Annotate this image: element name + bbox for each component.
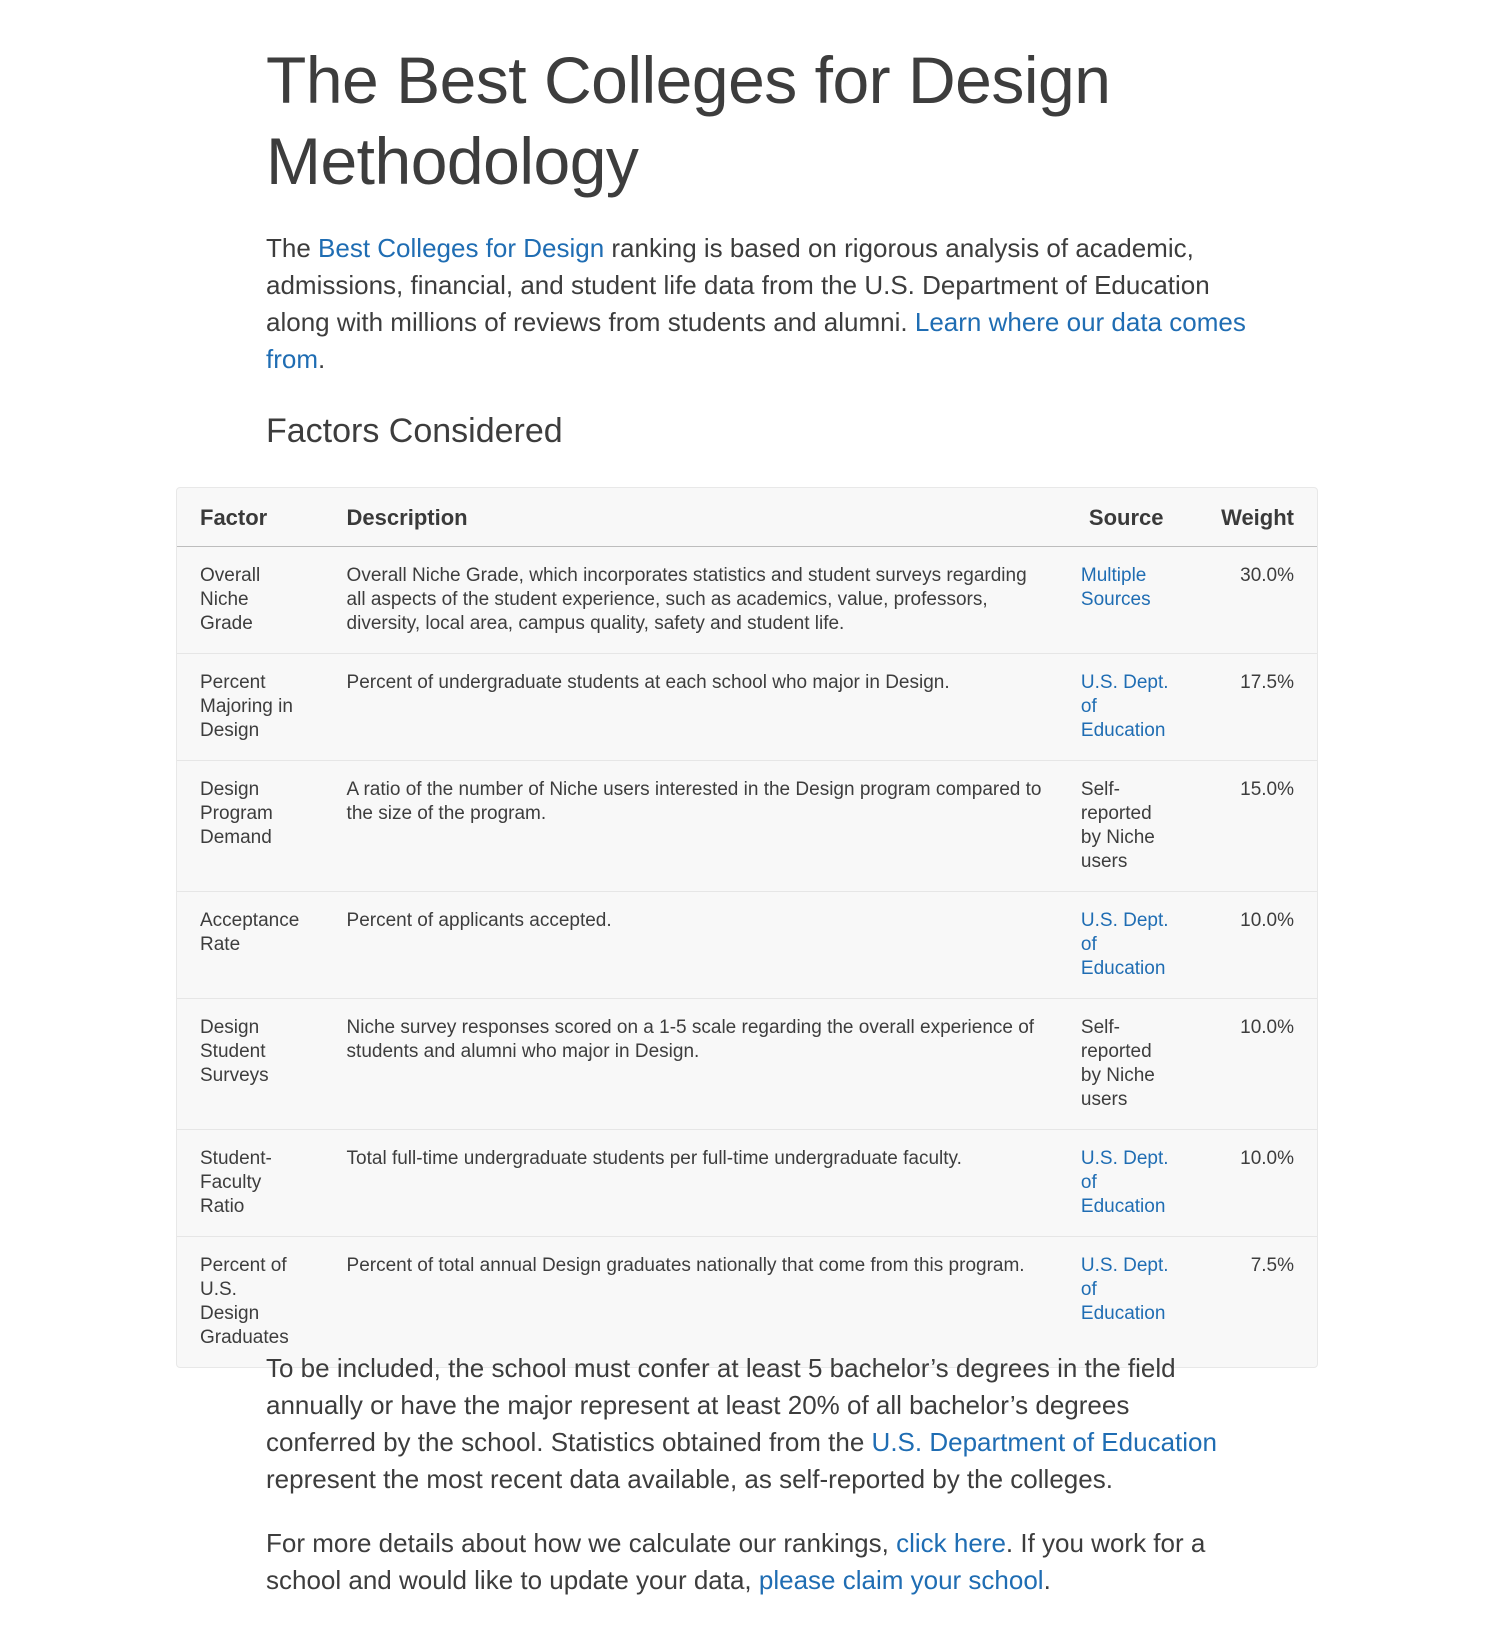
claim-school-link[interactable]: please claim your school	[758, 1565, 1044, 1595]
source-cell	[1066, 547, 1197, 654]
source-cell	[1066, 1130, 1197, 1237]
factors-table-container	[176, 487, 1318, 1368]
weight-cell: 15.0%	[1197, 761, 1317, 892]
description-cell: Total full-time undergraduate students per full-time undergraduate faculty.	[324, 1130, 1066, 1237]
table-row	[177, 654, 1317, 761]
factor-cell: Percent of U.S. Design Graduates	[200, 1255, 289, 1348]
factor-column-header: Factor	[177, 488, 324, 547]
factor-cell: Percent Majoring in Design	[177, 654, 324, 761]
table-row	[177, 547, 1317, 654]
factors-table	[177, 488, 1317, 1367]
main-content	[266, 40, 1246, 452]
table-row	[177, 761, 1317, 892]
source-link[interactable]: U.S. Dept. of Education	[1080, 1148, 1169, 1217]
description-cell: Percent of undergraduate students at each school who major in Design.	[324, 654, 1066, 761]
weight-cell: 10.0%	[1197, 999, 1317, 1130]
intro-text-2: ranking is based on rigorous analysis of academic, admissions, financial, and student life data from the U.S. Department of Education along with millions of reviews from students and alumni.	[266, 233, 1210, 337]
table-row	[177, 999, 1317, 1130]
description-cell: Percent of total annual Design graduates nationally that come from this program.	[346, 1255, 1025, 1276]
data-sources-link[interactable]: Learn where our data comes from	[266, 307, 1246, 374]
factor-cell: Design Student Surveys	[177, 999, 324, 1130]
table-row	[177, 1237, 1317, 1368]
factor-cell: Student-Faculty Ratio	[177, 1130, 324, 1237]
factor-cell: Overall Niche Grade	[177, 547, 324, 654]
source-cell	[1066, 892, 1197, 999]
source-column-header: Source	[1066, 488, 1197, 547]
weight-cell: 17.5%	[1197, 654, 1317, 761]
source-link[interactable]: U.S. Dept. of Education	[1080, 910, 1169, 979]
source-cell	[1066, 1237, 1197, 1368]
us-dept-education-link[interactable]: U.S. Department of Education	[871, 1427, 1217, 1457]
source-link[interactable]: U.S. Dept. of Education	[1080, 1255, 1169, 1324]
factors-heading: Factors Considered	[266, 412, 563, 450]
methodology-footer	[266, 1350, 1246, 1599]
weight-column-header: Weight	[1197, 488, 1317, 547]
click-here-link[interactable]: click here	[896, 1528, 1006, 1558]
details-text-2: . If you work for a school and would like to update your data,	[266, 1528, 1206, 1595]
intro-text-3: .	[318, 344, 326, 374]
inclusion-text-1: To be included, the school must confer at least 5 bachelor’s degrees in the field annually or have the major represent at least 20% of all bachelor’s degrees conferred by the school. Statistics obtained from the	[266, 1353, 1176, 1457]
description-cell: Overall Niche Grade, which incorporates statistics and student surveys regarding all aspects of the student experience, such as academics, value, professors, diversity, local area, campus quality, safety and student life.	[324, 547, 1066, 654]
table-row	[177, 1130, 1317, 1237]
factor-cell: Acceptance Rate	[177, 892, 324, 999]
description-column-header: Description	[324, 488, 1066, 547]
description-cell: Niche survey responses scored on a 1-5 scale regarding the overall experience of students and alumni who major in Design.	[324, 999, 1066, 1130]
table-body	[177, 547, 1317, 1368]
table-row	[177, 892, 1317, 999]
details-text-1: For more details about how we calculate our rankings,	[266, 1528, 897, 1558]
intro-paragraph	[266, 230, 1246, 378]
more-details-paragraph	[266, 1525, 1246, 1599]
description-cell: A ratio of the number of Niche users interested in the Design program compared to the size of the program.	[324, 761, 1066, 892]
factor-cell: Design Program Demand	[177, 761, 324, 892]
source-cell	[1066, 654, 1197, 761]
description-cell: Percent of applicants accepted.	[324, 892, 1066, 999]
source-cell: Self-reported by Niche users	[1066, 761, 1197, 892]
best-colleges-design-link[interactable]: Best Colleges for Design	[318, 233, 605, 263]
table-header-row	[177, 488, 1317, 547]
weight-cell: 10.0%	[1197, 892, 1317, 999]
weight-cell: 10.0%	[1197, 1130, 1317, 1237]
inclusion-criteria-paragraph	[266, 1350, 1246, 1498]
source-cell: Self-reported by Niche users	[1066, 999, 1197, 1130]
page-title: The Best Colleges for Design Methodology	[266, 43, 1111, 198]
weight-cell: 7.5%	[1250, 1255, 1294, 1276]
source-link[interactable]: U.S. Dept. of Education	[1080, 672, 1169, 741]
details-text-3: .	[1043, 1565, 1051, 1595]
weight-cell: 30.0%	[1197, 547, 1317, 654]
inclusion-text-2: represent the most recent data available, as self-reported by the colleges.	[266, 1464, 1113, 1494]
intro-text-1: The	[266, 233, 319, 263]
source-link[interactable]: Multiple Sources	[1080, 565, 1151, 610]
